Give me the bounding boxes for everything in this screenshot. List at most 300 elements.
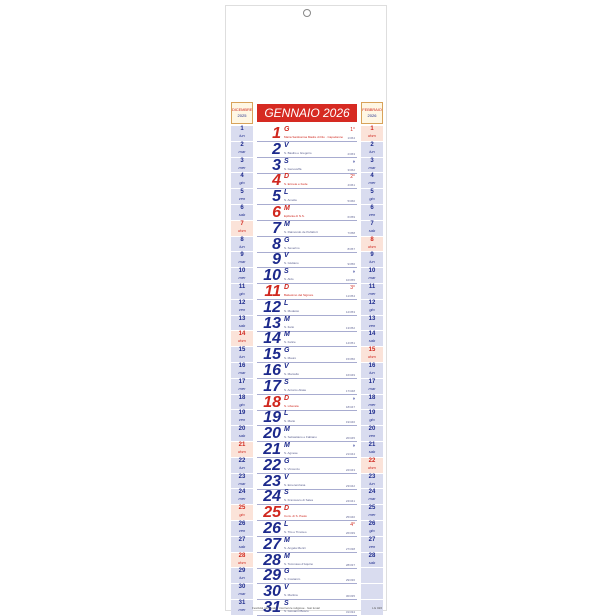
saint-name: S. Modesto xyxy=(284,308,300,313)
saint-name: Conv. di S. Paolo xyxy=(284,514,307,519)
mini-weekday: sab xyxy=(368,559,376,565)
mini-day-number: 27 xyxy=(368,536,376,543)
day-number: 28 xyxy=(263,551,281,569)
mini-day-number: 24 xyxy=(368,489,376,496)
mini-weekday: dom xyxy=(368,464,376,470)
mini-weekday: lun xyxy=(239,354,245,360)
weekday-letter: M xyxy=(284,442,290,449)
mini-day-number: 20 xyxy=(238,426,246,433)
mini-day xyxy=(361,173,383,189)
day-number: 25 xyxy=(263,504,281,522)
mini-day-number: 3 xyxy=(370,157,374,164)
mini-weekday: lun xyxy=(239,575,245,581)
mini-weekday: dom xyxy=(238,338,246,344)
day-of-year: 11/354 xyxy=(346,294,355,298)
day-row xyxy=(257,379,357,395)
mini-day xyxy=(361,426,383,442)
weekday-letter: V xyxy=(284,363,289,370)
weekday-letter: S xyxy=(284,489,289,497)
saint-name: S. Martina xyxy=(284,593,298,598)
mini-day-number: 21 xyxy=(368,442,376,448)
mini-weekday: mer xyxy=(238,385,246,391)
weekday-letter: G xyxy=(284,236,290,244)
mini-day-number: 2 xyxy=(370,141,374,148)
mini-day xyxy=(361,347,383,363)
weekday-letter: G xyxy=(284,126,290,133)
mini-weekday: mar xyxy=(238,480,246,486)
weekday-letter: L xyxy=(284,189,289,197)
weekday-letter: D xyxy=(284,394,290,402)
mini-day xyxy=(361,331,383,347)
saint-name: S. Genoveffa xyxy=(284,166,302,171)
moon-phase-icon: ◑ xyxy=(351,158,355,165)
mini-weekday: ven xyxy=(368,543,376,549)
weekday-letter: M xyxy=(284,331,290,339)
mini-day xyxy=(231,537,253,553)
mini-day xyxy=(361,379,383,395)
mini-day xyxy=(361,395,383,411)
mini-day xyxy=(361,142,383,158)
mini-weekday: lun xyxy=(369,148,375,154)
mini-day xyxy=(231,347,253,363)
mini-day xyxy=(361,521,383,537)
mini-day xyxy=(231,521,253,537)
day-of-year: 24/341 xyxy=(345,499,355,504)
mini-day-number: 30 xyxy=(238,584,246,591)
mini-day-number: 2 xyxy=(240,141,244,148)
day-of-year: 31/334 xyxy=(345,610,355,614)
moon-phase-icon: ◑ xyxy=(351,395,355,402)
day-of-year: 30/335 xyxy=(345,594,355,599)
mini-day-number: 9 xyxy=(240,252,244,259)
saint-name: S. Tommaso d'Aquino xyxy=(284,561,314,566)
mini-weekday: lun xyxy=(369,480,375,486)
weekday-letter: M xyxy=(284,426,290,434)
mini-day-number: 11 xyxy=(238,284,246,290)
day-row xyxy=(257,284,357,300)
day-number: 11 xyxy=(264,283,281,300)
day-of-year: 21/344 xyxy=(345,452,355,456)
day-number: 6 xyxy=(272,204,281,221)
month-title: GENNAIO 2026 xyxy=(257,104,357,122)
mini-weekday: mer xyxy=(368,512,376,518)
mini-weekday: lun xyxy=(239,243,245,249)
mini-day xyxy=(231,221,253,237)
mini-weekday: gio xyxy=(239,291,245,296)
weekday-letter: D xyxy=(284,173,290,181)
mini-day xyxy=(361,252,383,268)
weekday-letter: S xyxy=(284,157,289,165)
mini-day xyxy=(361,442,383,458)
saint-name: Battesimo del Signore xyxy=(284,293,314,297)
mini-day-number: 19 xyxy=(368,410,376,417)
weekday-letter: M xyxy=(284,552,290,560)
day-row xyxy=(257,537,357,553)
day-row xyxy=(257,489,357,505)
mini-day xyxy=(231,331,253,347)
mini-day xyxy=(361,410,383,426)
mini-day-number: 22 xyxy=(238,457,246,464)
day-row xyxy=(257,458,357,474)
saint-name: S. Francesco di Sales xyxy=(284,498,314,503)
day-number: 8 xyxy=(272,235,281,253)
mini-weekday: mer xyxy=(368,291,376,296)
day-of-year: 3/362 xyxy=(347,167,355,172)
mini-day xyxy=(231,410,253,426)
mini-day-number: 4 xyxy=(370,173,374,180)
mini-day-number: 7 xyxy=(240,220,244,227)
mini-weekday: lun xyxy=(369,259,375,265)
mini-day-number: 29 xyxy=(238,568,246,575)
mini-weekday: mar xyxy=(238,148,246,154)
mini-day xyxy=(231,489,253,505)
mini-weekday: gio xyxy=(239,401,245,407)
mini-weekday: sab xyxy=(368,338,376,344)
day-number: 5 xyxy=(272,188,281,206)
weekday-letter: V xyxy=(284,473,289,481)
mini-weekday: mer xyxy=(238,496,246,502)
mini-day xyxy=(231,268,253,284)
mini-weekday: mar xyxy=(368,496,376,502)
next-month-name: FEBBRAIO xyxy=(362,107,382,112)
mini-day-number: 16 xyxy=(368,363,376,369)
mini-day xyxy=(361,189,383,205)
day-of-year: 26/339 xyxy=(345,531,355,535)
day-number: 26 xyxy=(263,520,281,537)
prev-month-header xyxy=(231,102,253,124)
weekday-letter: S xyxy=(284,268,289,276)
footer-note: Festività nazionali e ricorrenze religiose · fasi lunari xyxy=(252,606,321,610)
day-of-year: 9/356 xyxy=(347,262,355,267)
mini-day xyxy=(231,189,253,205)
mini-weekday: dom xyxy=(238,559,246,565)
mini-weekday: ven xyxy=(238,528,246,533)
day-of-year: 19/346 xyxy=(345,420,355,425)
day-of-year: 22/343 xyxy=(345,467,355,472)
mini-day xyxy=(361,300,383,316)
day-number: 12 xyxy=(263,298,281,316)
day-number: 7 xyxy=(272,219,281,237)
weekday-letter: L xyxy=(284,299,289,307)
mini-day-empty xyxy=(361,584,383,600)
mini-day-number: 13 xyxy=(368,315,376,322)
weekday-letter: G xyxy=(284,457,290,465)
mini-day xyxy=(361,221,383,237)
mini-day-number: 9 xyxy=(370,252,374,259)
day-of-year: 15/350 xyxy=(345,357,355,362)
mini-weekday: ven xyxy=(368,433,376,439)
mini-day-number: 6 xyxy=(370,205,374,211)
day-number: 9 xyxy=(272,251,281,269)
day-row xyxy=(257,268,357,284)
mini-day xyxy=(361,537,383,553)
mini-day-number: 13 xyxy=(238,315,246,322)
day-row xyxy=(257,300,357,316)
saint-name: S. Raimondo de Peñafort xyxy=(284,229,318,234)
mini-weekday: ven xyxy=(368,212,376,217)
mini-day xyxy=(231,316,253,332)
mini-day xyxy=(231,252,253,268)
day-number: 18 xyxy=(263,393,281,411)
mini-day xyxy=(361,284,383,300)
mini-weekday: ven xyxy=(238,306,246,312)
day-of-year: 25/340 xyxy=(345,515,355,520)
saint-name: S. Ilario xyxy=(284,324,295,329)
day-number: 21 xyxy=(263,441,281,458)
day-number: 22 xyxy=(263,456,281,474)
day-of-year: 18/347 xyxy=(345,404,355,409)
mini-day-number: 18 xyxy=(238,394,246,401)
day-row xyxy=(257,553,357,569)
mini-weekday: gio xyxy=(369,528,375,533)
mini-day xyxy=(361,316,383,332)
mini-day xyxy=(231,600,253,616)
day-of-year: 16/349 xyxy=(345,373,355,377)
day-of-year: 13/352 xyxy=(345,325,355,330)
mini-weekday: sab xyxy=(238,212,246,217)
mini-day xyxy=(361,126,383,142)
mini-weekday: mer xyxy=(238,164,246,170)
day-row xyxy=(257,584,357,600)
mini-weekday: gio xyxy=(369,417,375,423)
day-number: 16 xyxy=(263,362,281,379)
mini-day xyxy=(231,126,253,142)
mini-day-number: 7 xyxy=(370,220,374,227)
mini-day xyxy=(231,379,253,395)
day-number: 31 xyxy=(263,599,281,616)
saint-name: S. Aldo xyxy=(284,277,294,282)
mini-day xyxy=(231,584,253,600)
mini-day xyxy=(361,205,383,221)
moon-phase-icon: ◑ xyxy=(351,443,355,449)
mini-day xyxy=(361,458,383,474)
mini-weekday: gio xyxy=(369,306,375,312)
mini-day-number: 5 xyxy=(370,189,374,196)
day-row xyxy=(257,237,357,253)
saint-name: S. Ermete e Fede xyxy=(284,182,308,187)
mini-day-number: 28 xyxy=(238,552,246,559)
day-of-year: 17/348 xyxy=(345,388,355,393)
mini-weekday: mar xyxy=(238,259,246,265)
day-row xyxy=(257,474,357,490)
day-row xyxy=(257,252,357,268)
mini-day xyxy=(231,505,253,521)
weekday-letter: D xyxy=(284,284,290,291)
day-of-year: 8/357 xyxy=(347,246,355,251)
mini-weekday: mar xyxy=(238,591,246,597)
mini-weekday: sab xyxy=(238,433,246,439)
day-row xyxy=(257,505,357,521)
mini-weekday: dom xyxy=(368,133,376,138)
weekday-letter: D xyxy=(284,505,290,513)
mini-day xyxy=(231,158,253,174)
mini-day xyxy=(231,474,253,490)
day-row xyxy=(257,316,357,332)
mini-weekday: mar xyxy=(238,370,246,375)
mini-day-number: 14 xyxy=(368,331,376,338)
mini-day xyxy=(361,363,383,379)
mini-day-number: 23 xyxy=(238,473,246,480)
week-number: 1° xyxy=(350,127,355,133)
mini-weekday: mer xyxy=(368,401,376,407)
mini-day xyxy=(231,142,253,158)
mini-weekday: dom xyxy=(238,227,246,233)
mini-day xyxy=(231,284,253,300)
saint-name: S. Vincenzo xyxy=(284,466,300,471)
mini-weekday: sab xyxy=(368,227,376,233)
mini-day-number: 21 xyxy=(238,442,246,448)
day-row xyxy=(257,221,357,237)
saint-name: S. Amelia xyxy=(284,198,297,203)
mini-weekday: mar xyxy=(368,385,376,391)
saint-name: S. Felice xyxy=(284,340,296,345)
day-number: 20 xyxy=(263,425,281,443)
saint-name: S. Giuliano xyxy=(284,261,299,266)
day-of-year: 14/351 xyxy=(345,341,355,346)
saint-name: Epifania di N.S. xyxy=(284,214,305,218)
mini-day-number: 18 xyxy=(368,394,376,401)
mini-day-number: 25 xyxy=(238,505,246,512)
saint-name: S. Mario xyxy=(284,419,296,424)
week-number: 2° xyxy=(350,174,355,181)
calendar-sheet xyxy=(225,5,387,616)
day-row xyxy=(257,568,357,584)
next-month-year: 2026 xyxy=(367,113,377,118)
mini-day xyxy=(231,553,253,569)
day-number: 10 xyxy=(263,267,281,285)
saint-name: S. Tito e Timoteo xyxy=(284,530,307,534)
day-of-year: 29/336 xyxy=(345,578,355,583)
mini-day-number: 26 xyxy=(238,521,246,527)
saint-name: S. Angela Merici xyxy=(284,545,306,550)
mini-day-number: 20 xyxy=(368,426,376,433)
saint-name: S. Liberata xyxy=(284,403,299,408)
day-row xyxy=(257,205,357,221)
day-of-year: 20/345 xyxy=(345,436,355,441)
mini-day-number: 4 xyxy=(240,173,244,180)
mini-day xyxy=(231,426,253,442)
day-row xyxy=(257,410,357,426)
moon-phase-icon: ◑ xyxy=(351,269,355,276)
mini-day-number: 23 xyxy=(368,473,376,480)
weekday-letter: V xyxy=(284,252,289,260)
saint-name: S. Mauro xyxy=(284,356,297,361)
day-number: 19 xyxy=(263,409,281,427)
day-number: 13 xyxy=(263,314,281,332)
day-row xyxy=(257,158,357,174)
prev-month-year: 2025 xyxy=(237,113,247,118)
weekday-letter: V xyxy=(284,584,289,592)
mini-day xyxy=(361,268,383,284)
mini-day xyxy=(231,300,253,316)
mini-day-number: 10 xyxy=(238,268,246,275)
mini-day-number: 14 xyxy=(238,331,246,338)
day-of-year: 4/361 xyxy=(347,183,355,188)
day-of-year: 5/360 xyxy=(347,199,355,204)
mini-day xyxy=(361,553,383,569)
weekday-letter: V xyxy=(284,141,289,149)
mini-day-number: 28 xyxy=(368,552,376,559)
day-of-year: 28/337 xyxy=(345,562,355,567)
weekday-letter: L xyxy=(284,521,289,528)
saint-name: S. Sebastiano e Fabiano xyxy=(284,435,317,440)
saint-name: S. Emerenziana xyxy=(284,482,306,487)
mini-day xyxy=(231,205,253,221)
day-of-year: 27/338 xyxy=(345,546,355,551)
saint-name: S. Giovanni Bosco xyxy=(284,609,309,613)
mini-weekday: mer xyxy=(368,180,376,186)
mini-day-number: 22 xyxy=(368,457,376,464)
mini-day-number: 6 xyxy=(240,205,244,211)
weekday-letter: M xyxy=(284,536,290,544)
mini-weekday: ven xyxy=(238,196,246,202)
weekday-letter: G xyxy=(284,568,290,576)
mini-day-number: 3 xyxy=(240,157,244,164)
mini-day-number: 16 xyxy=(238,363,246,369)
saint-name: S. Basilio e Gregorio xyxy=(284,150,312,155)
mini-day-number: 12 xyxy=(238,299,246,306)
day-row xyxy=(257,173,357,189)
mini-weekday: mer xyxy=(238,607,246,612)
calendar-grid xyxy=(231,102,383,616)
mini-day xyxy=(361,505,383,521)
mini-day-number: 12 xyxy=(368,299,376,306)
weekday-letter: M xyxy=(284,220,290,228)
mini-day-number: 10 xyxy=(368,268,376,275)
day-row xyxy=(257,521,357,537)
day-row xyxy=(257,442,357,458)
mini-day xyxy=(361,237,383,253)
mini-day xyxy=(231,458,253,474)
mini-day xyxy=(231,237,253,253)
weekday-letter: G xyxy=(284,347,290,355)
saint-name: S. Agnese xyxy=(284,451,298,455)
day-of-year: 12/353 xyxy=(345,309,355,314)
day-number: 17 xyxy=(263,377,281,395)
mini-day xyxy=(231,568,253,584)
mini-weekday: gio xyxy=(239,180,245,186)
day-number: 3 xyxy=(272,156,281,174)
mini-day-number: 5 xyxy=(240,189,244,196)
mini-weekday: sab xyxy=(368,449,376,454)
mini-weekday: sab xyxy=(238,543,246,549)
mini-day-number: 27 xyxy=(238,536,246,543)
saint-name: S. Antonio Abate xyxy=(284,387,307,392)
mini-weekday: sab xyxy=(238,322,246,328)
next-month-header xyxy=(361,102,383,124)
day-row xyxy=(257,395,357,411)
mini-day-number: 1 xyxy=(370,126,374,132)
day-number: 4 xyxy=(272,172,281,190)
weekday-letter: L xyxy=(284,410,289,418)
prev-month-name: DICEMBRE xyxy=(232,107,253,112)
day-of-year: 23/342 xyxy=(345,483,355,488)
mini-day xyxy=(361,474,383,490)
day-number: 30 xyxy=(263,583,281,601)
mini-day-number: 24 xyxy=(238,489,246,496)
day-number: 27 xyxy=(263,535,281,553)
mini-weekday: ven xyxy=(238,417,246,423)
mini-day-number: 11 xyxy=(368,284,376,290)
mini-weekday: gio xyxy=(239,512,245,518)
saint-name: S. Costanzo xyxy=(284,577,301,582)
hanging-hole xyxy=(303,9,311,17)
day-of-year: 6/359 xyxy=(347,215,355,219)
day-of-year: 1/364 xyxy=(347,136,355,140)
mini-weekday: lun xyxy=(239,464,245,470)
saint-name: S. Marcello xyxy=(284,372,300,376)
day-row xyxy=(257,142,357,158)
